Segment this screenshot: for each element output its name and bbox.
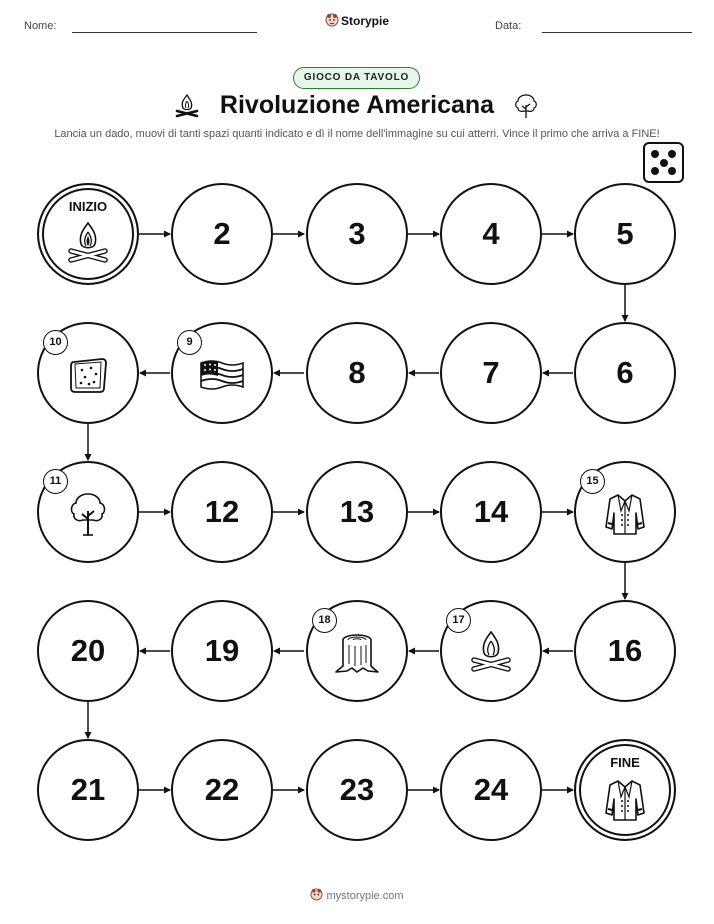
colonial-coat-icon [600, 489, 650, 539]
instructions: Lancia un dado, muovi di tanti spazi quanti indicato e dì il nome dell'immagine su cui atterri. Vince il primo che arriva a FINE! [54, 128, 660, 140]
storypie-logo-icon [310, 888, 323, 901]
colonial-coat-icon [600, 775, 650, 825]
board-space-22[interactable]: 22 [171, 739, 273, 841]
board-space-17[interactable] [440, 600, 542, 702]
board-space-14[interactable]: 14 [440, 461, 542, 563]
board-space-12[interactable]: 12 [171, 461, 273, 563]
space-number-badge: 17 [446, 608, 471, 633]
date-label: Data: [495, 20, 522, 32]
board-space-16[interactable]: 16 [574, 600, 676, 702]
space-number-badge: 10 [43, 330, 68, 355]
tree-icon [63, 489, 113, 539]
space-number-badge: 18 [312, 608, 337, 633]
campfire-icon [63, 219, 113, 269]
american-flag-icon [197, 350, 247, 400]
tree-stump-icon [332, 628, 382, 678]
board-space-2[interactable]: 2 [171, 183, 273, 285]
board-space-3[interactable]: 3 [306, 183, 408, 285]
brand-name: Storypie [340, 14, 389, 28]
board-space-10[interactable] [37, 322, 139, 424]
board-space-8[interactable]: 8 [306, 322, 408, 424]
space-number-badge: 15 [580, 469, 605, 494]
board-space-6[interactable]: 6 [574, 322, 676, 424]
board-space-15[interactable] [574, 461, 676, 563]
space-number-badge: 11 [43, 469, 68, 494]
board-space-23[interactable]: 23 [306, 739, 408, 841]
space-label: INIZIO [68, 199, 108, 214]
board-space-7[interactable]: 7 [440, 322, 542, 424]
space-number-badge: 9 [177, 330, 202, 355]
board-space-9[interactable] [171, 322, 273, 424]
game-type-badge: GIOCO DA TAVOLO [293, 67, 420, 89]
board-space-4[interactable]: 4 [440, 183, 542, 285]
board-space-start[interactable] [37, 183, 139, 285]
board-space-24[interactable]: 24 [440, 739, 542, 841]
footer-url[interactable]: mystorypie.com [326, 890, 404, 902]
board-space-21[interactable]: 21 [37, 739, 139, 841]
page-title: Rivoluzione Americana [219, 91, 495, 119]
hardtack-biscuit-icon [63, 350, 113, 400]
name-label: Nome: [24, 20, 57, 32]
board-space-13[interactable]: 13 [306, 461, 408, 563]
board-space-18[interactable] [306, 600, 408, 702]
board-space-20[interactable]: 20 [37, 600, 139, 702]
board-space-5[interactable]: 5 [574, 183, 676, 285]
board-space-11[interactable] [37, 461, 139, 563]
campfire-icon [466, 628, 516, 678]
board-space-19[interactable]: 19 [171, 600, 273, 702]
footer [0, 888, 714, 902]
space-label: FINE [610, 755, 640, 770]
board-space-finish[interactable] [574, 739, 676, 841]
